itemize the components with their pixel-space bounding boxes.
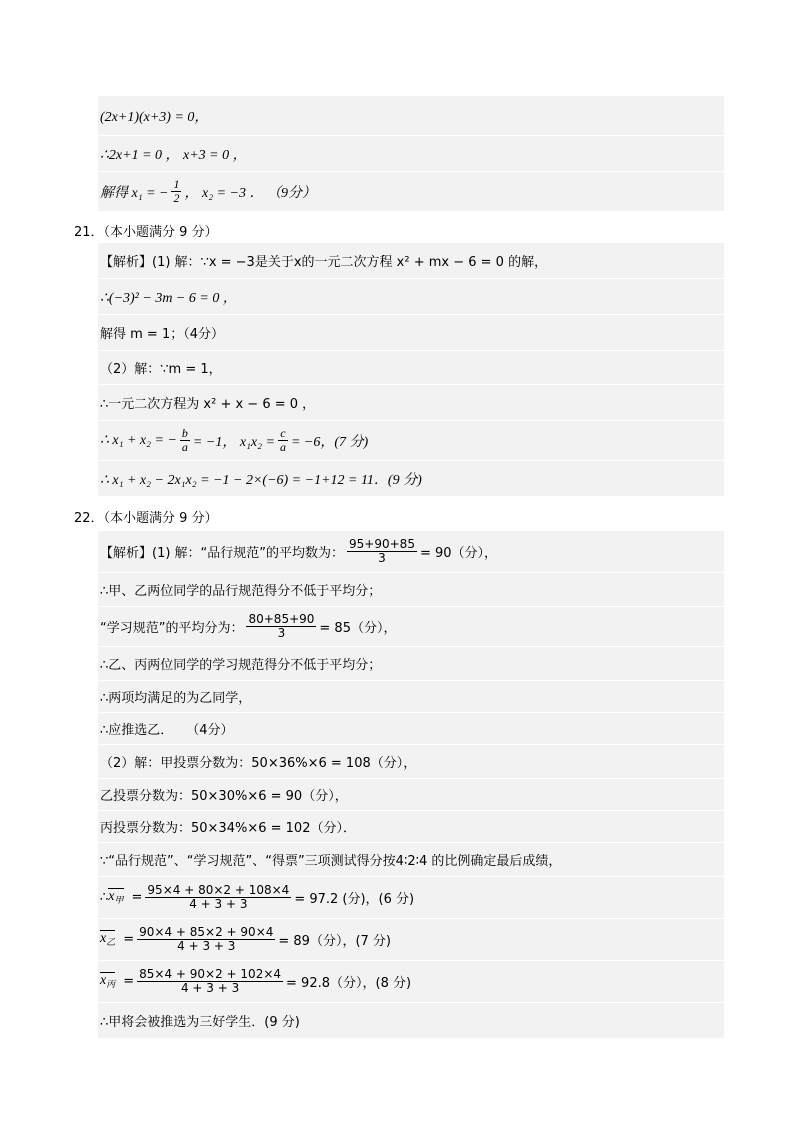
fraction: $\frac{1}{2}$: [173, 177, 180, 205]
fraction: $\frac{90\times 4 + 85\times 2 + 90\times 4}{4 + 3 + 3}$: [139, 925, 274, 953]
solution-line: （2）解：∵m = 1，: [98, 351, 724, 385]
solution-line: ∴(−3)² − 3m − 6 = 0 ，: [98, 279, 724, 315]
fraction: $\frac{80+85+90}{3}$: [248, 612, 315, 640]
solution-line: 乙投票分数为：50×30%×6 = 90（分），: [98, 779, 724, 811]
eq-line: [98, 96, 724, 136]
solution-line: 【解析】(1) 解：∵x = −3是关于x的一元二次方程 x² + mx − 6 = 0 的解，: [98, 243, 724, 279]
fraction: $\frac{c}{a}$: [279, 426, 286, 454]
solution-line: $x_乙$ = $\frac{90\times 4 + 85\times 2 + 90\times 4}{4 + 3 + 3}$ = 89（分），(7 分): [98, 919, 724, 961]
solution-line: ∴ x₁ + x₂ = − $\frac{b}{a}$ = −1， x₁x₂ = $\frac{c}{a}$ = −6，(7 分): [98, 421, 724, 461]
solution-line: （2）解：甲投票分数为：50×36%×6 = 108（分），: [98, 745, 724, 779]
equation: ， x₂ = −3 ． （9分）: [184, 185, 316, 201]
solution-block-20: [98, 96, 724, 212]
equation: ∴2x+1 = 0 ， x+3 = 0 ，: [100, 147, 247, 163]
fraction: $\frac{95\times 4 + 80\times 2 + 108\times 4}{4 + 3 + 3}$: [147, 883, 290, 911]
solution-line: ∴一元二次方程为 x² + x − 6 = 0 ，: [98, 385, 724, 421]
solution-line: ∴乙、丙两位同学的学习规范得分不低于平均分；: [98, 647, 724, 681]
mean-symbol: $x_甲$: [108, 889, 124, 905]
fraction: $\frac{95+90+85}{3}$: [349, 537, 415, 565]
solution-line: “学习规范”的平均分为： $\frac{80+85+90}{3}$ = 85（分），: [98, 607, 724, 647]
solution-line: ∴甲将会被推选为三好学生．(9 分): [98, 1003, 724, 1039]
solution-block-22: [98, 531, 724, 1039]
solution-line: ∴ $x_甲$ = $\frac{95\times 4 + 80\times 2 + 108\times 4}{4 + 3 + 3}$ = 97.2 (分)，(6 分): [98, 877, 724, 919]
equation: 解得 x₁ = −: [100, 185, 169, 201]
solution-line: ∴ x₁ + x₂ − 2x₁x₂ = −1 − 2×(−6) = −1+12 = 11．(9 分): [98, 461, 724, 497]
solution-line: ∴两项均满足的为乙同学，: [98, 681, 724, 713]
eq-line: [98, 172, 724, 212]
solution-block-21: [98, 243, 724, 497]
solution-line: ∴甲、乙两位同学的品行规范得分不低于平均分；: [98, 573, 724, 607]
mean-symbol: $x_乙$: [100, 931, 116, 947]
solution-line: ∵“品行规范”、“学习规范”、“得票”三项测试得分按4∶2∶4 的比例确定最后成绩，: [98, 843, 724, 877]
solution-line: ∴应推选乙． （4分）: [98, 713, 724, 745]
solution-line: $x_丙$ = $\frac{85\times 4 + 90\times 2 + 102\times 4}{4 + 3 + 3}$ = 92.8（分），(8 分): [98, 961, 724, 1003]
eq-line: [98, 136, 724, 172]
question-heading-21: 21．（本小题满分 9 分）: [74, 225, 218, 240]
equation: (2x+1)(x+3) = 0，: [100, 109, 209, 125]
question-heading-22: 22．（本小题满分 9 分）: [74, 511, 218, 526]
mean-symbol: $x_丙$: [100, 973, 116, 989]
solution-line: 解得 m = 1；（4分）: [98, 315, 724, 351]
fraction: $\frac{b}{a}$: [181, 426, 188, 454]
solution-line: 丙投票分数为：50×34%×6 = 102（分）．: [98, 811, 724, 843]
fraction: $\frac{85\times 4 + 90\times 2 + 102\times 4}{4 + 3 + 3}$: [139, 967, 282, 995]
solution-line: 【解析】(1) 解：“品行规范”的平均数为： $\frac{95+90+85}{3}$ = 90（分），: [98, 531, 724, 573]
